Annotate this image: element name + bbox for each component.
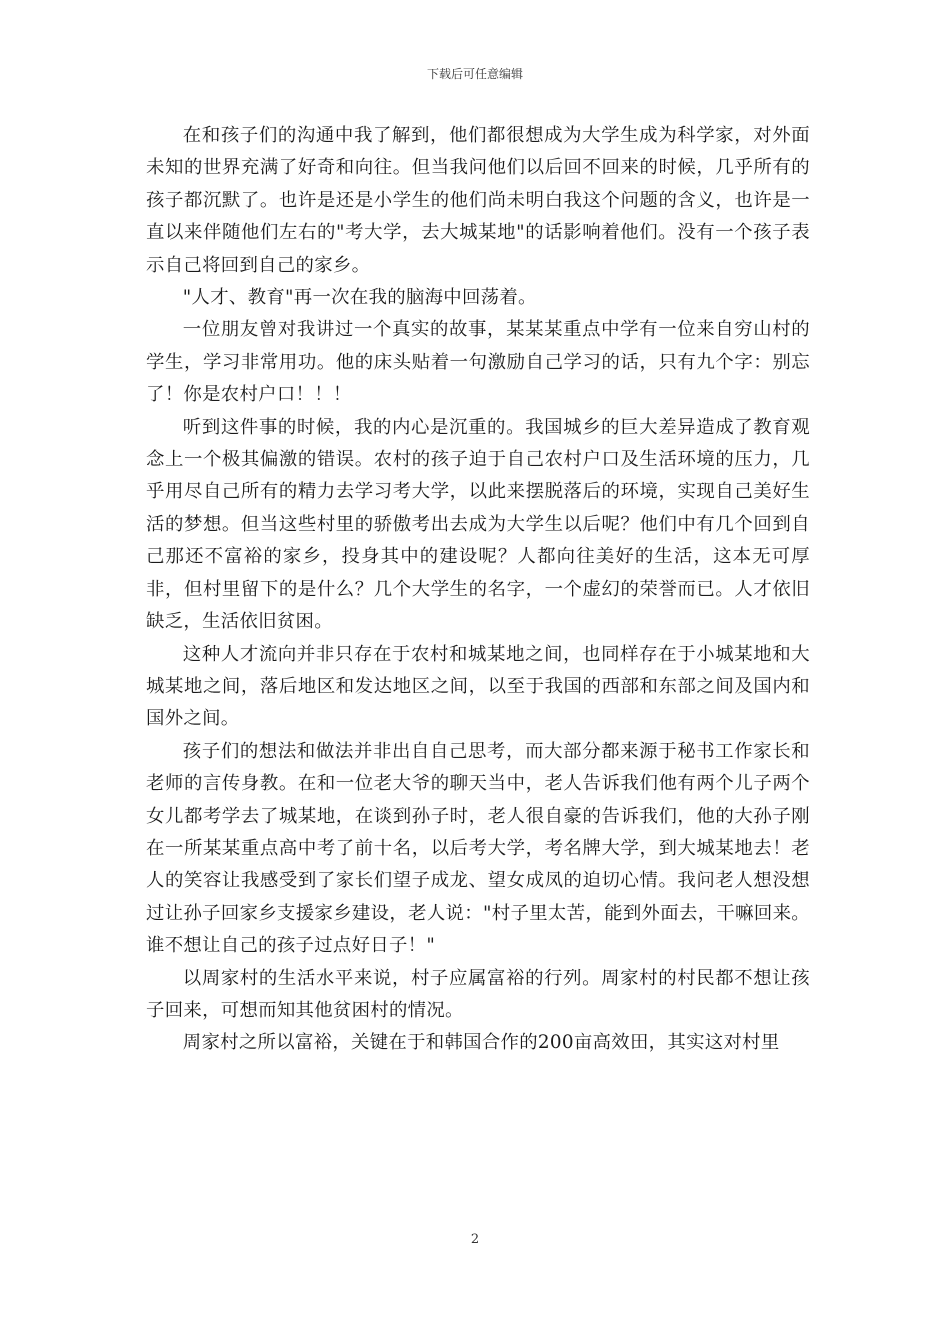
- paragraph: 在和孩子们的沟通中我了解到，他们都很想成为大学生成为科学家，对外面未知的世界充满了好奇和向往。但当我问他们以后回不回来的时候，几乎所有的孩子都沉默了。也许是还是小学生的他们尚未明白我这个问题的含义，也许是一直以来伴随他们左右的"考大学，去大城某地"的话影响着他们。没有一个孩子表示自己将回到自己的家乡。: [146, 125, 810, 276]
- header-note: 下载后可任意编辑: [426, 67, 523, 81]
- paragraph: 以周家村的生活水平来说，村子应属富裕的行列。周家村的村民都不想让孩子回来，可想而知其他贫困村的情况。: [146, 967, 810, 1021]
- paragraph: 这种人才流向并非只存在于农村和城某地之间，也同样存在于小城某地和大城某地之间，落后地区和发达地区之间，以至于我国的西部和东部之间及国内和国外之间。: [146, 643, 810, 730]
- paragraph: 孩子们的想法和做法并非出自自己思考，而大部分都来源于秘书工作家长和老师的言传身教。在和一位老大爷的聊天当中，老人告诉我们他有两个儿子两个女儿都考学去了城某地，在谈到孙子时，老人很自豪的告诉我们，他的大孙子刚在一所某某重点高中考了前十名，以后考大学，考名牌大学，到大城某地去！老人的笑容让我感受到了家长们望子成龙、望女成凤的迫切心情。我问老人想没想过让孙子回家乡支援家乡建设，老人说："村子里太苦，能到外面去，干嘛回来。谁不想让自己的孩子过点好日子！": [146, 740, 810, 957]
- page-number: 2: [470, 1232, 480, 1247]
- paragraph: "人才、教育"再一次在我的脑海中回荡着。: [182, 287, 537, 309]
- paragraph: 周家村之所以富裕，关键在于和韩国合作的200亩高效田，其实这对村里: [182, 1032, 780, 1054]
- paragraph: 一位朋友曾对我讲过一个真实的故事，某某某重点中学有一位来自穷山村的学生，学习非常用功。他的床头贴着一句激励自己学习的话，只有九个字：别忘了！你是农村户口！！！: [146, 319, 810, 406]
- paragraph: 听到这件事的时候，我的内心是沉重的。我国城乡的巨大差异造成了教育观念上一个极其偏激的错误。农村的孩子迫于自己农村户口及生活环境的压力，几乎用尽自己所有的精力去学习考大学，以此来摆脱落后的环境，实现自己美好生活的梦想。但当这些村里的骄傲考出去成为大学生以后呢？他们中有几个回到自己那还不富裕的家乡，投身其中的建设呢？人都向往美好的生活，这本无可厚非，但村里留下的是什么？几个大学生的名字，一个虚幻的荣誉而已。人才依旧缺乏，生活依旧贫困。: [146, 416, 810, 633]
- document-body: [146, 120, 810, 1060]
